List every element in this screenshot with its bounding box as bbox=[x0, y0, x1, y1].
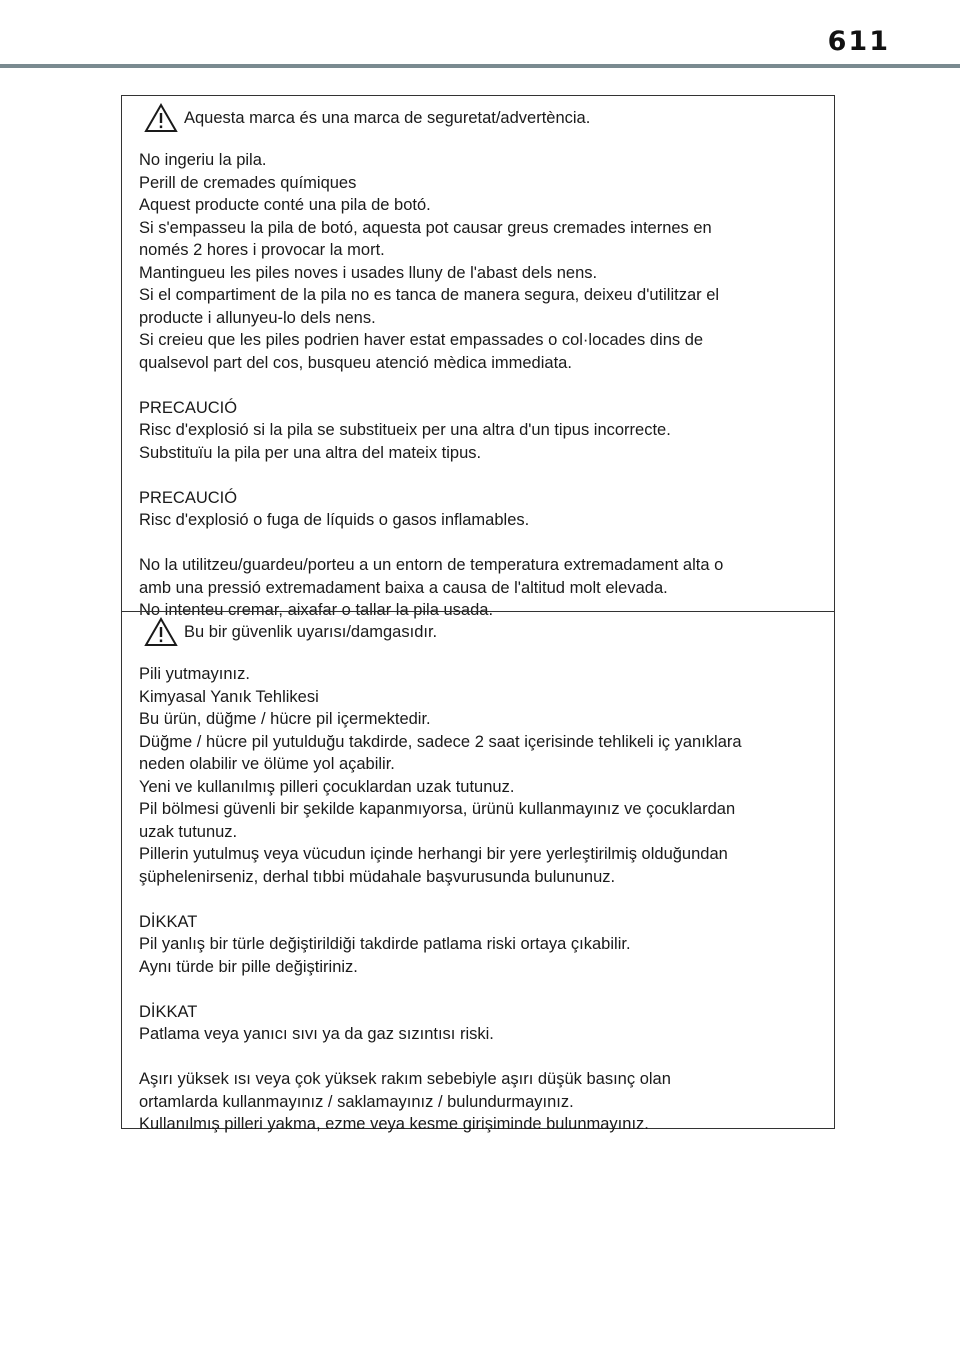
warning-triangle-icon bbox=[144, 103, 178, 133]
text-line: Pillerin yutulmuş veya vücudun içinde herhangi bir yere yerleştirilmiş olduğundan bbox=[139, 845, 728, 863]
catalan-warning-mark-text: Aquesta marca és una marca de seguretat/advertència. bbox=[184, 109, 591, 127]
text-line: No intenteu cremar, aixafar o tallar la pila usada. bbox=[139, 601, 494, 619]
text-line: Si el compartiment de la pila no es tanca de manera segura, deixeu d'utilitzar el bbox=[139, 286, 720, 304]
caution-heading: DİKKAT bbox=[139, 912, 198, 931]
battery-safety-notice bbox=[121, 95, 835, 1133]
caution-heading: DİKKAT bbox=[139, 1002, 198, 1021]
text-line: Düğme / hücre pil yutulduğu takdirde, sadece 2 saat içerisinde tehlikeli iç yanıklara bbox=[139, 732, 742, 751]
text-line: Kullanılmış pilleri yakma, ezme veya kesme girişiminde bulunmayınız. bbox=[139, 1115, 649, 1133]
text-line: Pil yanlış bir türle değiştirildiği takdirde patlama riski ortaya çıkabilir. bbox=[139, 935, 631, 953]
text-line: Kimyasal Yanık Tehlikesi bbox=[139, 687, 319, 706]
text-line: Mantingueu les piles noves i usades lluny de l'abast dels nens. bbox=[139, 263, 598, 282]
text-line: amb una pressió extremadament baixa a causa de l'altitud molt elevada. bbox=[139, 578, 668, 597]
text-line: Aquest producte conté una pila de botó. bbox=[139, 196, 431, 214]
text-line: şüphelenirseniz, derhal tıbbi müdahale başvurusunda bulununuz. bbox=[139, 867, 616, 886]
caution-heading: PRECAUCIÓ bbox=[139, 488, 238, 507]
text-line: Si s'empasseu la pila de botó, aquesta pot causar greus cremades internes en bbox=[139, 218, 712, 237]
paragraph-gap bbox=[139, 532, 824, 555]
catalan-text bbox=[139, 149, 824, 622]
text-line: només 2 hores i provocar la mort. bbox=[139, 241, 385, 259]
paragraph-gap bbox=[139, 374, 824, 397]
catalan-warning-mark bbox=[144, 103, 590, 133]
page-number: 611 bbox=[827, 26, 890, 57]
text-line: producte i allunyeu-lo dels nens. bbox=[139, 308, 376, 327]
text-line: Perill de cremades químiques bbox=[139, 173, 357, 192]
paragraph-gap bbox=[139, 1046, 824, 1069]
paragraph-gap bbox=[139, 464, 824, 487]
paragraph-gap bbox=[139, 888, 824, 911]
turkish-text bbox=[139, 663, 824, 1136]
text-line: No ingeriu la pila. bbox=[139, 151, 267, 169]
text-line: Si creieu que les piles podrien haver estat empassades o col·locades dins de bbox=[139, 331, 704, 349]
header-rule bbox=[0, 64, 960, 68]
text-line: No la utilitzeu/guardeu/porteu a un entorn de temperatura extremadament alta o bbox=[139, 556, 724, 574]
text-line: uzak tutunuz. bbox=[139, 822, 238, 841]
text-line: Pil bölmesi güvenli bir şekilde kapanmıyorsa, ürünü kullanmayınız ve çocuklardan bbox=[139, 800, 736, 818]
catalan-section bbox=[122, 96, 834, 619]
paragraph-gap bbox=[139, 978, 824, 1001]
turkish-section bbox=[122, 612, 834, 1133]
turkish-warning-mark-text: Bu bir güvenlik uyarısı/damgasıdır. bbox=[184, 623, 438, 641]
text-line: Pili yutmayınız. bbox=[139, 665, 250, 683]
text-line: qualsevol part del cos, busqueu atenció mèdica immediata. bbox=[139, 353, 572, 372]
text-line: Bu ürün, düğme / hücre pil içermektedir. bbox=[139, 710, 431, 728]
warning-triangle-icon bbox=[144, 617, 178, 647]
text-line: Risc d'explosió o fuga de líquids o gasos inflamables. bbox=[139, 511, 530, 529]
text-line: Substituïu la pila per una altra del mateix tipus. bbox=[139, 443, 482, 462]
text-line: Aynı türde bir pille değiştiriniz. bbox=[139, 957, 358, 976]
turkish-warning-mark bbox=[144, 617, 437, 647]
text-line: Yeni ve kullanılmış pilleri çocuklardan uzak tutunuz. bbox=[139, 777, 515, 796]
text-line: Risc d'explosió si la pila se substitueix per una altra d'un tipus incorrecte. bbox=[139, 421, 671, 439]
text-line: neden olabilir ve ölüme yol açabilir. bbox=[139, 755, 395, 773]
text-line: ortamlarda kullanmayınız / saklamayınız / bulundurmayınız. bbox=[139, 1092, 574, 1111]
text-line: Patlama veya yanıcı sıvı ya da gaz sızıntısı riski. bbox=[139, 1025, 494, 1043]
caution-heading: PRECAUCIÓ bbox=[139, 398, 238, 417]
text-line: Aşırı yüksek ısı veya çok yüksek rakım sebebiyle aşırı düşük basınç olan bbox=[139, 1070, 671, 1088]
